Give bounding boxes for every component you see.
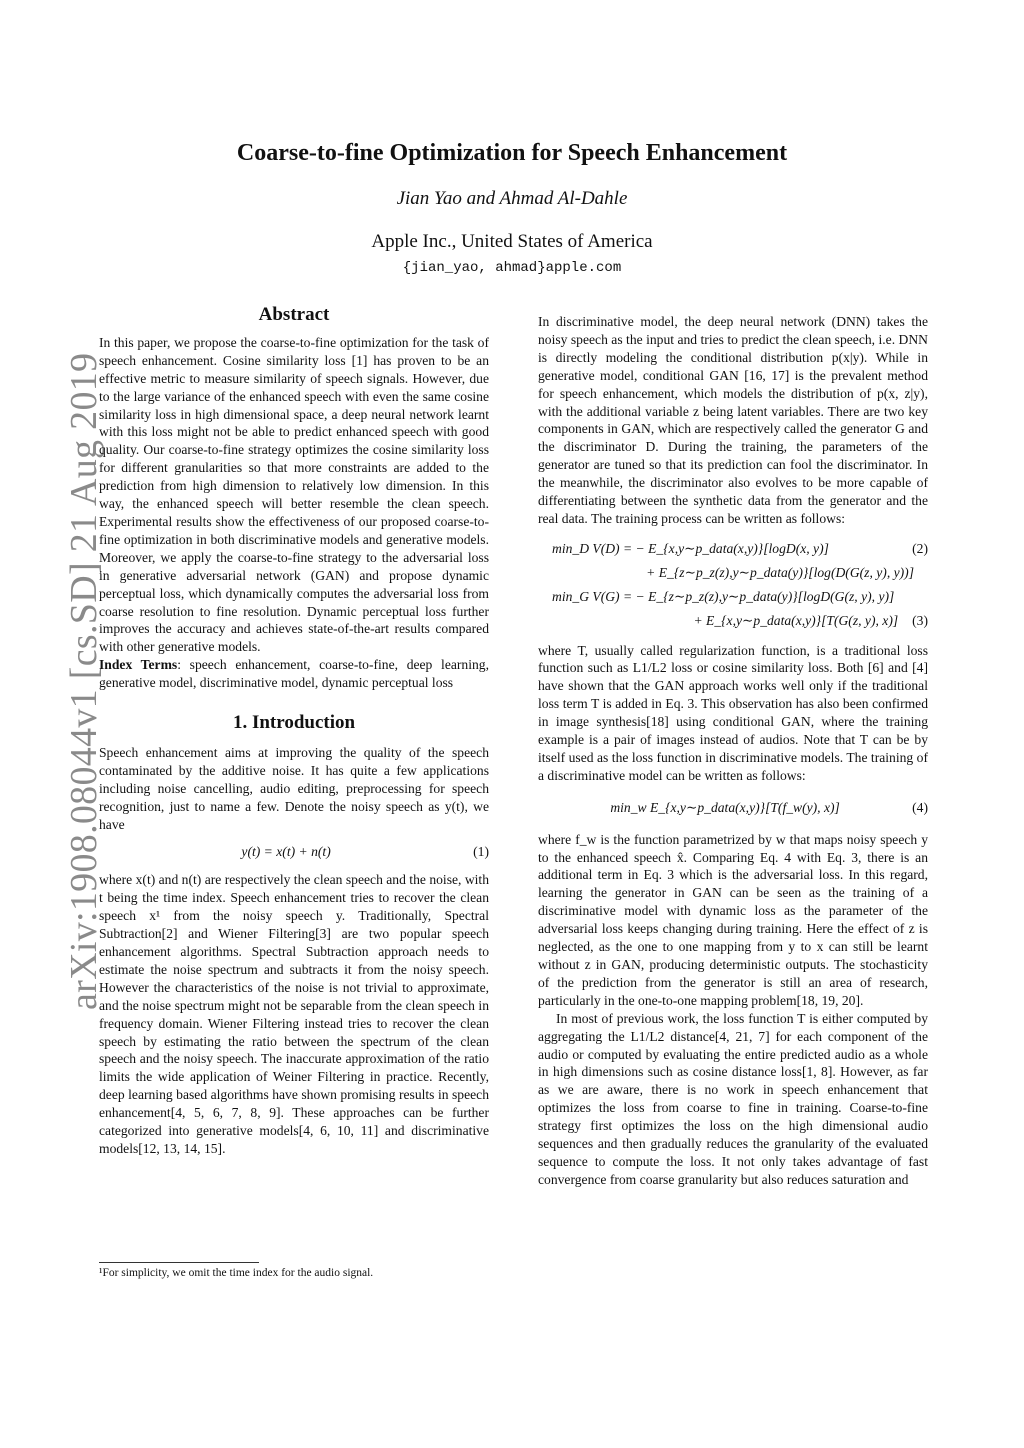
equation-1-number: (1) xyxy=(473,844,489,860)
equation-4-body: min_w E_{x,y∼p_data(x,y)}[T(f_w(y), x)] xyxy=(610,799,840,815)
equation-3b-body: + E_{x,y∼p_data(x,y)}[T(G(z, y), x)] xyxy=(693,612,899,628)
equation-3a xyxy=(538,588,928,606)
equation-2-number: (2) xyxy=(912,540,928,556)
email: {jian_yao, ahmad}apple.com xyxy=(402,260,622,276)
intro-paragraph-2: where x(t) and n(t) are respectively the clean speech and the noise, with t being the time index. Speech enhancement tries to recover the clean speech x¹ from the noisy speech y. Traditionally, Spectral Subtraction[2] and Wiener Filtering[3] are two popular speech enhancement algorithms. Spectral Subtraction approach needs to estimate the noise spectrum and subtracts it from the noisy speech. However the characteristics of the noise is not trivial to approximate, and the noise spectrum might not be separable from the clean speech in frequency domain. Wiener Filtering instead tries to recover the clean speech by estimating the ratio between the spectrum of the clean speech and the noisy speech. The inaccurate approximation of the ratio limits the wide application of Weiner Filtering in practice. Recently, deep learning based algorithms have shown promising results in speech enhancement[4, 5, 6, 7, 8, 9]. These approaches can be further categorized into generative models[4, 6, 10, 11] and discriminative models[12, 13, 14, 15]. xyxy=(99,872,489,1156)
equation-1 xyxy=(99,843,489,861)
arxiv-identifier: arXiv:1908.08044v1 [cs.SD] 21 Aug 2019 xyxy=(63,352,105,1010)
equation-4-number: (4) xyxy=(912,799,928,815)
equation-2a xyxy=(538,540,928,558)
right-paragraph-1: In discriminative model, the deep neural network (DNN) takes the noisy speech as the input and tries to predict the clean speech, i.e. DNN is directly modeling the conditional distribution p(x|y). While in generative model, conditional GAN [16, 17] is the prevalent method for speech enhancement, which models the distribution of p(x, z|y), with the additional variable z being latent variables. There are two key components in GAN, which are respectively called the generator G and the discriminator D. During the training, the parameters of the generator are tuned so that its prediction can fool the discriminator. In the meanwhile, the discriminator also evolves to be more capable of differentiating between the synthetic data from the generator and the real data. The training process can be written as follows: xyxy=(538,314,928,526)
right-paragraph-3: where f_w is the function parametrized by w that maps noisy speech y to the enhanced speech x̂. Comparing Eq. 4 with Eq. 3, there is an additional term in Eq. 3 which is the adversarial loss. In this regard, learning the generator in GAN can be seen as the training of a discriminative model with dynamic loss as the parameter of the adversarial loss keeps changing during training. Here the effect of z is neglected, as the one to one mapping from y to x can still be learnt without z in GAN, producing deterministic outputs. The stochasticity of the prediction from the generator is still an area of research, particularly in the one-to-one mapping problem[18, 19, 20]. xyxy=(538,831,928,1008)
index-terms-text: : speech enhancement, coarse-to-fine, deep learning, generative model, discriminative model, dynamic perceptual loss xyxy=(99,657,489,691)
footnote-rule xyxy=(99,1262,259,1263)
equation-2b xyxy=(538,564,928,582)
right-paragraph-2: where T, usually called regularization function, is a traditional loss function such as L1/L2 loss or cosine similarity loss. Both [6] and [4] have shown that the GAN approach works well only if the traditional loss term T is added in Eq. 3. This observation has also been confirmed in image synthesis[18] using conditional GAN, where the training example is a pair of images instead of audios. Note that T can be by itself used as the loss function in discriminative models. The training of a discriminative model can be written as follows: xyxy=(538,642,928,783)
equation-2b-body: + E_{z∼p_z(z),y∼p_data(y)}[log(D(G(z, y), y))] xyxy=(646,564,914,580)
equation-3-number: (3) xyxy=(912,612,928,628)
intro-paragraph-1: Speech enhancement aims at improving the quality of the speech contaminated by the additive noise. It has quite a few applications including noise cancelling, audio editing, preprocessing for speech recognition, just to name a few. Denote the noisy speech as y(t), we have xyxy=(99,744,489,832)
equation-1-body: y(t) = x(t) + n(t) xyxy=(241,844,331,860)
paper-title: Coarse-to-fine Optimization for Speech Enhancement xyxy=(236,140,788,166)
authors: Jian Yao and Ahmad Al-Dahle xyxy=(396,188,628,209)
affiliation: Apple Inc., United States of America xyxy=(371,231,653,252)
left-column xyxy=(99,306,489,1158)
equation-2a-body: min_D V(D) = − E_{x,y∼p_data(x,y)}[logD(x, y)] xyxy=(552,540,829,556)
index-terms xyxy=(99,656,489,692)
equation-4 xyxy=(538,799,928,817)
abstract-text: In this paper, we propose the coarse-to-fine optimization for the task of speech enhancement. Cosine similarity loss [1] has proven to be an effective metric to measure similarity of speech signals. However, due to the large variance of the enhanced speech with even the same cosine similarity loss in high dimensional space, a deep neural network learnt with this loss might not be able to predict enhanced speech with good quality. Our coarse-to-fine strategy optimizes the cosine similarity loss for different granularities so that more constraints are added to the prediction from high dimension to relatively low dimension. In this way, the enhanced speech will better resemble the clean speech. Experimental results show the effectiveness of our proposed coarse-to-fine optimization in both discriminative models and generative models. Moreover, we apply the coarse-to-fine strategy to the adversarial loss in generative adversarial network (GAN) and propose dynamic perceptual loss, which dynamically computes the adversarial loss from coarse resolution to fine resolution. Dynamic perceptual loss further improves the accuracy and achieves state-of-the-art results compared with other generative models. xyxy=(99,334,489,655)
intro-heading: 1. Introduction xyxy=(232,712,356,734)
equation-3a-body: min_G V(G) = − E_{z∼p_z(z),y∼p_data(y)}[logD(G(z, y), y)] xyxy=(552,588,895,604)
equation-3b xyxy=(538,612,928,630)
right-paragraph-4: In most of previous work, the loss function T is either computed by aggregating the L1/L2 distance[4, 21, 7] for each component of the audio or computed by evaluating the entire predicted audio as a whole in high dimensions such as cosine distance loss[1, 8]. However, as far as we are aware, there is no work in speech enhancement that optimizes the loss from coarse to fine in training. Coarse-to-fine strategy first optimizes the loss on the high dimensional audio sequences and then gradually reduces the granularity of the evaluated sequence to compute the loss. It not only takes advantage of fast convergence from coarse granularity but also reduces saturation and xyxy=(538,1010,928,1187)
footnote xyxy=(99,1262,489,1279)
footnote-text: ¹For simplicity, we omit the time index for the audio signal. xyxy=(99,1267,374,1279)
abstract-heading: Abstract xyxy=(258,304,330,325)
index-terms-label: Index Terms xyxy=(99,657,178,673)
right-column xyxy=(538,313,928,1189)
